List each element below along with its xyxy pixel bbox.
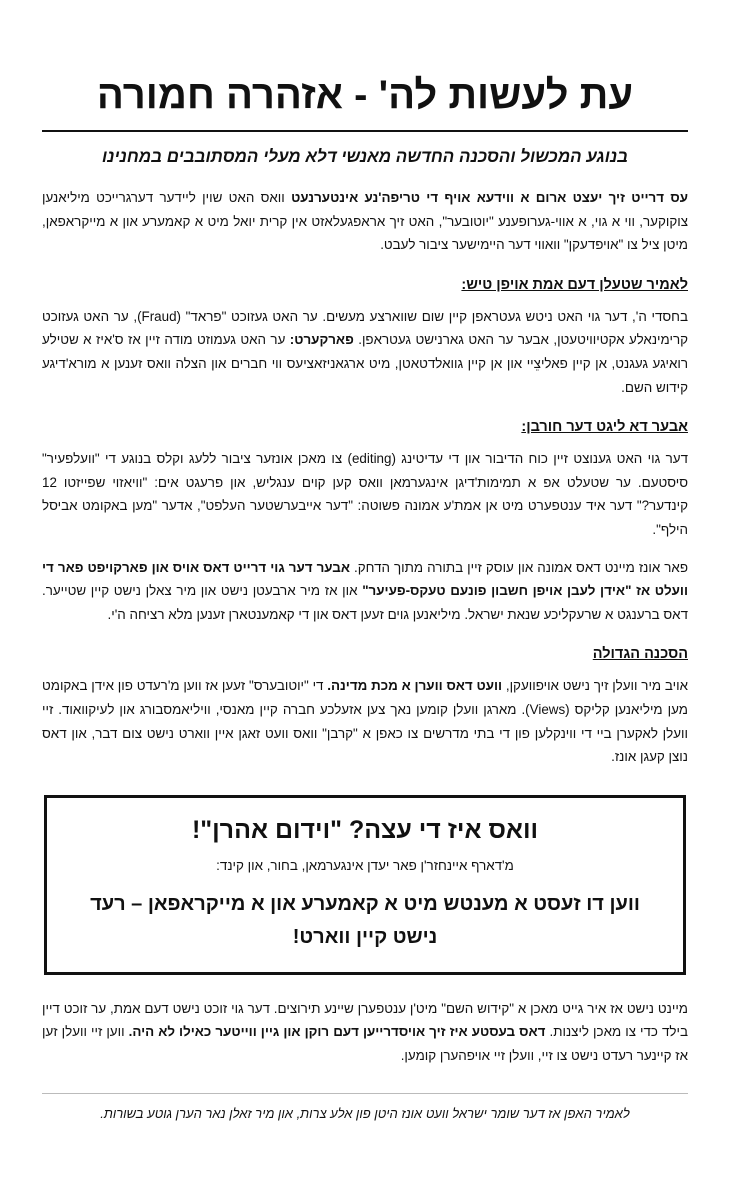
section2-paragraph2 xyxy=(42,556,688,627)
page-title: עת לעשות לה' - אזהרה חמורה xyxy=(96,73,634,117)
closing-text2: ווען זיי וועלן זען אז קיינער רעדט נישט צו זיי, וועלן זיי אויפהערן קומען. xyxy=(42,1024,688,1063)
closing-text1: מיינט נישט אז איר גייט מאכן א "קידוש השם" מיט'ן ענטפערן שיינע תירוצים. דער גוי זוכט נישט דעם אמת, ער זוכט דיין בילד כדי צו מאכן ליצנות. xyxy=(42,1000,688,1040)
intro-paragraph xyxy=(42,186,688,257)
advice-box xyxy=(44,795,686,975)
intro-text: וואס האט שוין ליידער דערגרייכט מיליאנען צוקוקער, ווי א גוי, א אווי-גערופענע "יוטובער", האט זיך אראפגעלאזט אין קרית יואל מיט א קאמערע און א מייקראפאן, מיטן ציל צו "אויפדעקן" וואווי דער היימישער ציבור לעבט. xyxy=(42,190,688,253)
closing-bold: דאס בעסטע איז זיך אויסדרייען דעם רוקן און גיין ווייטער כאילו לא היה. xyxy=(128,1024,546,1040)
section1-bold: פארקערט: xyxy=(289,332,354,348)
section2-heading: אבער דא ליגט דער חורבן: xyxy=(521,419,688,436)
intro-bold: עס דרייט זיך יעצט ארום א ווידעא אויף די טריפה'נע אינטערנעט xyxy=(291,190,688,205)
section2-bold: אבער דער גוי דרייט דאס אויס און פארקויפט פאר די וועלט אז "אידן לעבן אויפן חשבון פונעם טעקס-פעיער" xyxy=(42,559,688,599)
section3-heading: הסכנה הגדולה xyxy=(592,646,688,663)
footer-divider xyxy=(42,1093,688,1094)
closing-paragraph xyxy=(42,997,688,1068)
section1-text1: בחסדי ה', דער גוי האט ניטש געטראפן קיין שום שווארצע מעשים. ער האט געזוכט "פראד" (Fraud), ער האט געזוכט קרימינאלע אקטיוויטעטן, אבער ער האט גארנישט געטראפן. xyxy=(42,308,688,348)
section2-text1: פאר אונז מיינט דאס אמונה און עוסק זיין בתורה מתוך הדחק. xyxy=(350,559,688,575)
page-subtitle: בנוגע המכשול והסכנה החדשה מאנשי דלא מעלי המסתובבים במחנינו xyxy=(101,147,629,166)
advice-box-subtitle: מ'דארף איינחזר'ן פאר יעדן אינגערמאן, בחור, און קינד: xyxy=(216,857,514,873)
section1-paragraph xyxy=(42,305,688,399)
section2-text2: און אז מיר ארבעטן נישט און מיר צאלן נישט קיין שטייער. דאס ברענגט א שרעקליכע שנאת ישראל. מיליאנען גוים זעען דאס און די קאמענטארן זענען מלא רציחה ה'י. xyxy=(42,583,688,622)
section1-text2: ער האט געמוזט מודה זיין אז ס'איז א שטילע רואיגע געגנט, אן קיין פאליצֵיי און אן קיין גוואלדטאטן, מיט ארגאניזאציעס ווי חברים און הצלה וואס זענען א מורא'דיגע קידוש השם. xyxy=(42,332,688,395)
section1-heading: לאמיר שטעלן דעם אמת אויפן טיש: xyxy=(461,276,688,293)
section3-bold: וועט דאס ווערן א מכת מדינה. xyxy=(327,678,503,694)
section3-text2: די "יוטובערס" זעען אז ווען מ'רעדט פון אידן באקומט מען מיליאנען קליקס (Views). מארגן וועלן קומען נאך צען אזעלכע חברה קיין מאנסי, וויליאמסבורג און לעיקוואוד. זיי וועלן לאקערן ביי די ווינקלען פון די בתי מדרשים צו כאפן א "קרבן" וואס וועט זאגן איין ווארט נישט צום דבר, און דאס נוצן קעגן אונז. xyxy=(42,678,688,765)
section2-paragraph1: דער גוי האט גענוצט זיין כוח הדיבור און די עדיטינג (editing) צו מאכן אונזער ציבור ללעג וקלס בנוגע די "וועלפעיר" סיסטעם. ער שטעלט אפ א תמימות'דיגן אינגערמאן וואס קען קוים ענגליש, און פרעגט אים: "וויאזוי שפייזטו 12 קינדער?" דער איד ענטפערט מיט אן אמת'ע אמונה פשוטה: "דער אייבערשטער העלפט", אדער "מען באקומט אביסל הילף". xyxy=(42,451,688,537)
advice-box-title: וואס איז די עצה? "וידום אהרן"! xyxy=(191,815,539,844)
section3-text1: אויב מיר וועלן זיך נישט אויפוועקן, xyxy=(502,678,689,694)
title-divider xyxy=(42,130,688,132)
advice-box-main: ווען דו זעסט א מענטש מיט א קאמערע און א מייקראפאן – רעד נישט קיין ווארט! xyxy=(90,892,640,948)
section3-paragraph xyxy=(42,674,688,768)
footer-text: לאמיר האפן אז דער שומר ישראל וועט אונז היטן פון אלע צרות, און מיר זאלן נאר הערן גוטע בשורות. xyxy=(100,1106,630,1122)
